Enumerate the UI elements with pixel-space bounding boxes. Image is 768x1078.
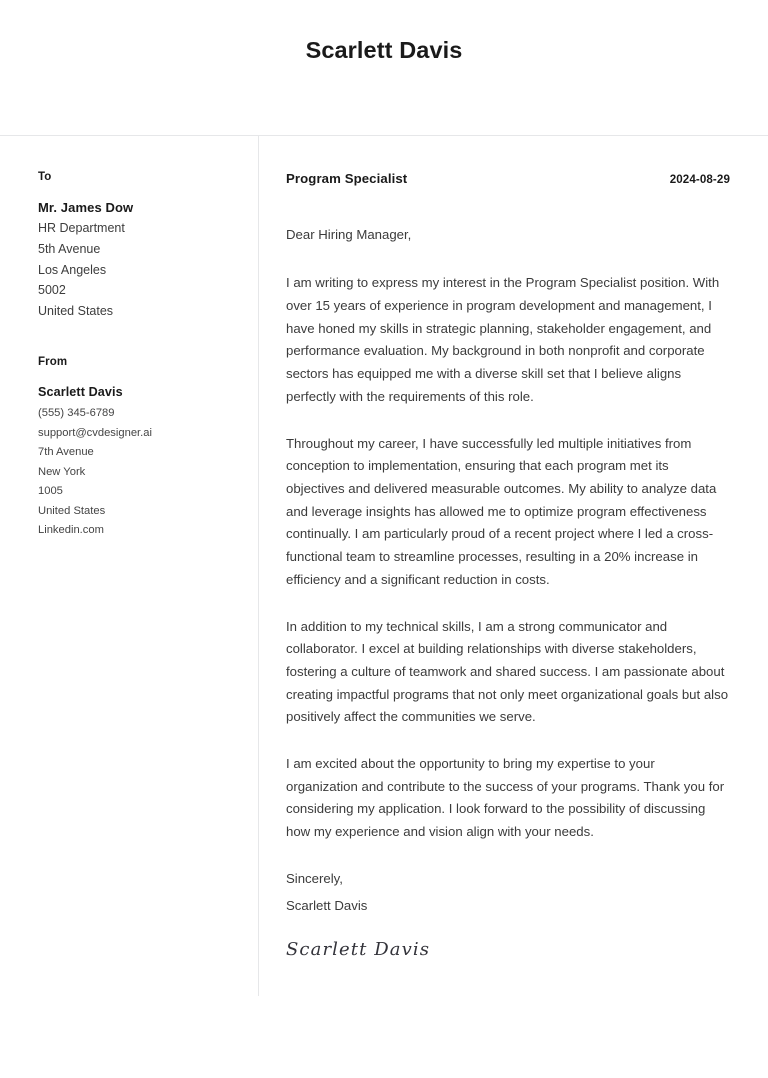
sender-line: New York (38, 465, 86, 478)
document-header (0, 0, 768, 135)
sender-line: United States (38, 504, 106, 517)
sender-line: 7th Avenue (38, 446, 94, 459)
document-body (0, 135, 768, 960)
sender-website: Linkedin.com (38, 524, 104, 537)
sender-block (38, 356, 232, 541)
letter-content (258, 171, 768, 960)
sender-phone: (555) 345-6789 (38, 407, 115, 420)
letter-paragraph: In addition to my technical skills, I am a strong communicator and collaborator. I excel at building relationships with diverse stakeholders, fostering a culture of teamwork and shared success. I am passionate about creating impactful programs that not only meet organizational goals but also positively affect the communities we serve. (286, 618, 729, 725)
recipient-line: Los Angeles (38, 262, 107, 277)
salutation: Dear Hiring Manager, (286, 227, 412, 242)
recipient-line: HR Department (38, 221, 125, 236)
recipient-line: 5002 (38, 283, 66, 298)
column-divider (258, 135, 259, 996)
letter-paragraph: I am excited about the opportunity to bring my expertise to your organization and contribute to the success of your programs. Thank you for considering my application. I look forward to the possibility of discussing how my experience and vision align with your needs. (286, 756, 725, 840)
sender-line: 1005 (38, 485, 63, 498)
recipient-line: United States (38, 304, 114, 319)
sender-email: support@cvdesigner.ai (38, 426, 152, 439)
recipient-name: Mr. James Dow (38, 200, 134, 215)
page-title: Scarlett Davis (305, 37, 463, 63)
closing-phrase: Sincerely, (286, 870, 343, 886)
letter-paragraph: I am writing to express my interest in the Program Specialist position. With over 15 years of experience in program development and management, I have honed my skills in strategic planning, stakeholder engagement, and performance evaluation. My background in both nonprofit and corporate sectors has equipped me with a diverse skill set that I believe aligns perfectly with the requirements of this role. (286, 275, 720, 404)
job-title: Program Specialist (286, 171, 408, 186)
signature-mark: Scarlett Davis (286, 938, 431, 960)
letter-date: 2024-08-29 (669, 173, 730, 186)
letter-paragraph: Throughout my career, I have successfully led multiple initiatives from conception to implementation, ensuring that each program met its objectives and delivered measurable outcomes. My ability to analyze data and leverage insights has allowed me to optimize program effectiveness continually. I am particularly proud of a recent project where I led a cross-functional team to streamline processes, resulting in a 20% increase in efficiency and a significant reduction in costs. (286, 435, 717, 587)
letter-heading-row (286, 171, 730, 186)
recipient-block (38, 171, 232, 322)
closing-name: Scarlett Davis (286, 898, 368, 914)
sender-name: Scarlett Davis (38, 384, 123, 399)
recipient-line: 5th Avenue (38, 241, 101, 256)
recipient-label: To (38, 171, 52, 183)
address-sidebar (0, 171, 258, 541)
sender-label: From (38, 355, 68, 368)
